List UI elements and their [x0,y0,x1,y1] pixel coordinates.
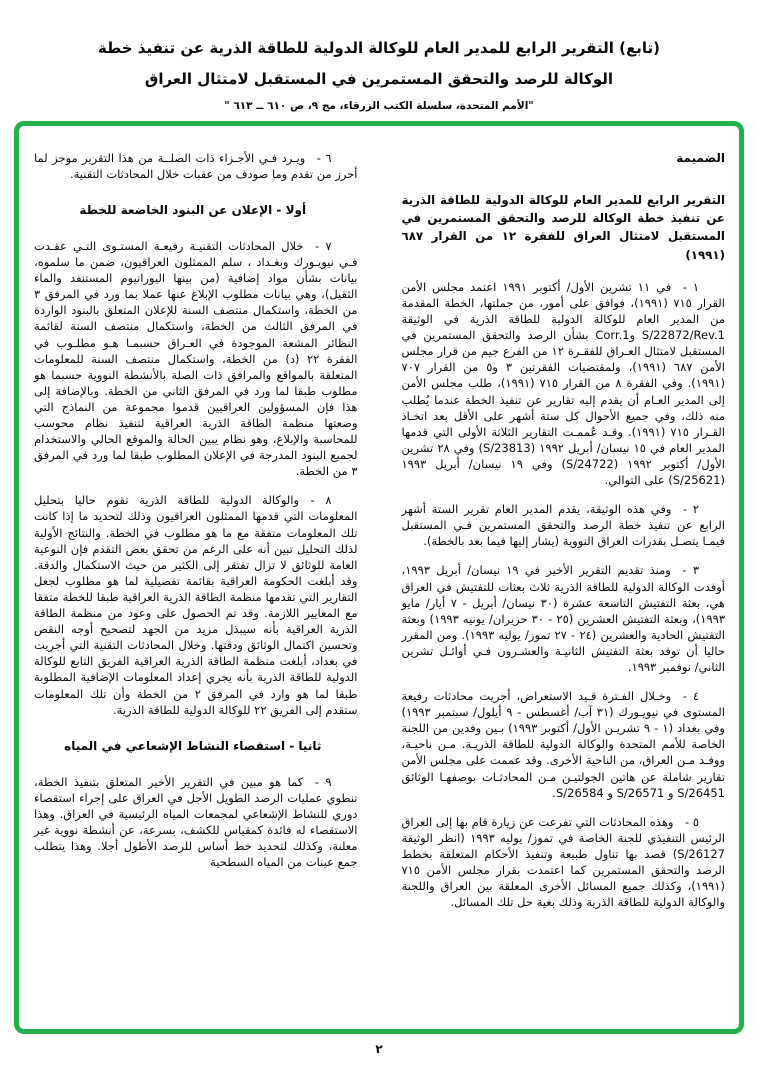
paragraph-8: ٨ - والوكالة الدولية للطاقة الذرية تقوم حاليا بتحليل المعلومات التي قدمها الممثلون العراقيون وذلك لتحديد ما إذا كانت تلك المعلومات متفقة مع ما هو مطلوب في الخطة. والنتائج الأولية لذلك التحليل تبين أنه على الرغم من تحقق بعض التقدم فإن النوعية العامة للوثائق لا تزال تفتقر إلى الكثير من حيث الاستكمال والدقة. وقد أبلغت الحكومة العراقية بقائمة تفصيلية لما هو مطلوب لجعل التقارير التي تقدمها منظمة الطاقة الذرية العراقية طبقا للخطة متفقا مع المعايير اللازمة. وقد تم الحصول على وعود من منظمة الطاقة الذرية العراقية بأنه سيبذل مزيد من الجهد لتصحيح أوجه النقص وتحسين اكتمال الوثائق ودقتها. وخلال المحادثات التقنية التي أجريت في بغداد، أبلغت منظمة الطاقة الذرية العراقية الفريق التابع للوكالة الدولية للطاقة الذرية بأنه يجري إعداد المعلومات الإضافية المطلوبة طبقا لما هو وارد في المرفق ٢ من الخطة وأن تلك المعلومات ستقدم إلى الفريق ٢٢ للوكالة الدولية للطاقة الذرية. [34,493,358,717]
paragraph-4: ٤ - وخـلال الفـترة قـيد الاستعراض، أجريت محادثات رفيعة المستوى في نيويـورك (٣١ آب/ أغسطس - ٩ أيلول/ سبتمبر ١٩٩٣) وفي بغداد (١ - ٩ تشريـن الأول/ أكتوبر ١٩٩٣) بـين وفدين من اللجنة الخاصة للأمم المتحدة والوكالة الدولية للطاقة الذريـة. مـن ناحيـة، ووفـد مـن العراق، من الناحية الأخرى. وقد عممت على مجلس الأمن تقارير شاملة عن هاتين الجولتيـن مـن المحادثـات بوصفهـا الوثائق S/26451 و S/26571 و S/26584. [401,689,725,800]
header-source-line: "الأمم المتحدة، سلسلة الكتب الزرقاء، مج ٩، ص ٦١٠ ــ ٦١٣ " [224,100,534,112]
paragraph-5: ٥ - وهذه المحادثات التي تفرعت عن زيارة قام بها إلى العراق الرئيس التنفيذي للجنة الخاصة في تموز/ يوليه ١٩٩٣ (انظر الوثيقة S/26127) قصد بها تناول طبيعة وتنفيذ الأحكام المتعلقة بخطط الرصد والتحقق المستمرين كما اعتمدت بقرار مجلس الأمن ٧١٥ (١٩٩١)، وكذلك جميع المسائل الأخرى المعلقة بين العراق واللجنة والوكالة الدولية للطاقة الذرية وذلك بغية حل تلك المسائل. [401,814,725,910]
header-title-line-2: الوكالة للرصد والتحقق المستمرين في المستقبل لامتثال العراق [144,70,614,88]
two-column-layout [19,126,739,910]
paragraph-1: ١ - في ١١ تشرين الأول/ أكتوبر ١٩٩١ اعتمد مجلس الأمن القرار ٧١٥ (١٩٩١)، فوافق على أمور، من جملتها، الخطة المقدمة من المدير العام للوكالة الدولية للطاقة الذرية في الوثيقة S/22872/Rev.1 وCorr.1 بشأن الرصد والتحقق المستمرين في المستقبل لامتثال العـراق للفقـرة ١٢ من الفرع جيم من قرار مجلس الأمن ٦٨٧ (١٩٩١)، ولمقتضيات الفقرتين ٣ و٥ من القرار ٧٠٧ (١٩٩١). وفي الفقرة ٨ من القرار ٧١٥ (١٩٩١)، طلب مجلس الأمن إلى المدير العـام أن يقدم إليه تقارير عن تنفيذ الخطة عندما يُطلب منه ذلك، وفي جميع الأحوال كل ستة أشهر على الأقل بعد اتخـاذ القـرار ٧١٥ (١٩٩١). وقـد عُممـت التقارير الثلاثة الأولى التي قدمها المدير العام في ١٥ نيسان/ أبريل ١٩٩٢ (S/23813) وفي ٢٨ تشرين الأول/ أكتوبر ١٩٩٢ (S/24722) وفي ١٩ نيسان/ أبريل ١٩٩٣ (S/25621) على التوالي. [401,279,725,488]
annex-report-title: التقرير الرابع للمدير العام للوكالة الدولية للطاقة الذرية عن تنفيذ خطة الوكالة للرصد والتحقق المستمرين في المستقبل لامتثال العراق للفقرة ١٢ من القرار ٦٨٧ (١٩٩١) [401,192,725,262]
paragraph-9: ٩ - كما هو مبين في التقرير الأخير المتعلق بتنفيذ الخطة، تنطوي عمليات الرصد الطويل الأجل في العراق على إجراء استقصاء دوري للنشاط الإشعاعي لمجمعات المياه الرئيسية في العراق. وهذا الاستقصاء له فائدة كمقياس للكشف، بسرعة، عن أنشطة نووية غير معلنة، وكذلك لتحديد خط أساس للرصد الأطول أجلا. وهذا يتطلب جمع عينات من المياه السطحية [34,774,358,869]
page-number: ٢ [375,1042,383,1056]
paragraph-2: ٢ - وفي هذه الوثيقة، يقدم المدير العام تقرير الستة أشهر الرابع عن تنفيذ خطة الرصد والتحقق المستمرين فـي المستقبل فيمـا يتصـل بقدرات العراق النووية (يشار إليها فيما بعد بالخطة). [401,502,725,549]
column-sections [34,148,358,910]
paragraph-3: ٣ - ومنذ تقديم التقرير الأخير في ١٩ نيسان/ أبريل ١٩٩٣، أوفدت الوكالة الدولية للطاقة الذرية ثلاث بعثات للتفتيش في العراق هي، بعثة التفتيش التاسعة عشرة (٣٠ نيسان/ أبريل - ٧ أيار/ مايو ١٩٩٣)، وبعثة التفتيش العشرين (٢٥ - ٣٠ حزيران/ يونيه ١٩٩٣) وبعثة التفتيش الحادية والعشرين (٢٤ - ٢٧ تموز/ يوليه ١٩٩٣). ومن المقرر حاليا أن توفد بعثة التفتيش الثانيـة والعشـرون فـي أوائـل تشرين الثاني/ نوفمبر ١٩٩٣. [401,563,726,674]
paragraph-7: ٧ - خلال المحادثات التقنيـة رفيعـة المستـوى التـي عقـدت فـي نيويـورك وبغـداد ، سلم الممثلون العراقيون، ضمن ما سلموه، بيانات بشأن مواد إضافية (من بينها اليورانيوم المستنفد والماء الثقيل)، وهي بيانات مطلوب الإبلاغ عنها عملا بما ورد في المرفق ٣ من الخطة، واستكمال منتصف السنة للإعلان المتعلق بالبنود الواردة في المرفق الثالث من الخطة، واستكمال منتصف السنة لقائمة النظائر المشعة الموجودة في العـراق حسبمـا هـو مطلـوب في الفقرة ٢٢ (د) من الخطة، واستكمال منتصف السنة للمعلومات المتعلقة بالمواقع والمرافق ذات الصلة بالأنشطة النووية حسبما هو مطلوب طبقا لما ورد في المرفق الثاني من الخطة. وبالإضافة إلى هذا فإن المسؤولين العراقيين قدموا مجموعة من النماذج التي وضعتها منظمة الطاقة الذرية العراقية لتنفيذ نظام محوسب للمحاسبة والإبلاغ، وهو نظام يبين الحالة والموقع الحالي والاستخدام لجميع البنود المدرجة في الإعلان المطلوب طبقا لما ورد في المرفق ٣ من الخطة. [34,238,358,479]
section-two-heading: ثانيا - استقصاء النشاط الإشعاعي في المياه [64,738,322,753]
paragraph-6: ٦ - ويـرد فـي الأجـزاء ذات الصلــة من هذا التقرير موجز لما أحرز من تقدم وما صودف من عقبات خلال المحادثات التقنية. [34,151,358,182]
header-title-line-1: (تابع) التقرير الرابع للمدير العام للوكالة الدولية للطاقة الذرية عن تنفيذ خطة [98,39,660,57]
column-annex [402,148,726,910]
document-header [0,0,758,112]
content-border-box [14,121,744,1034]
annex-heading: الضميمة [676,151,725,165]
section-one-heading: أولا - الإعلان عن البنود الخاضعة للخطة [79,203,307,218]
